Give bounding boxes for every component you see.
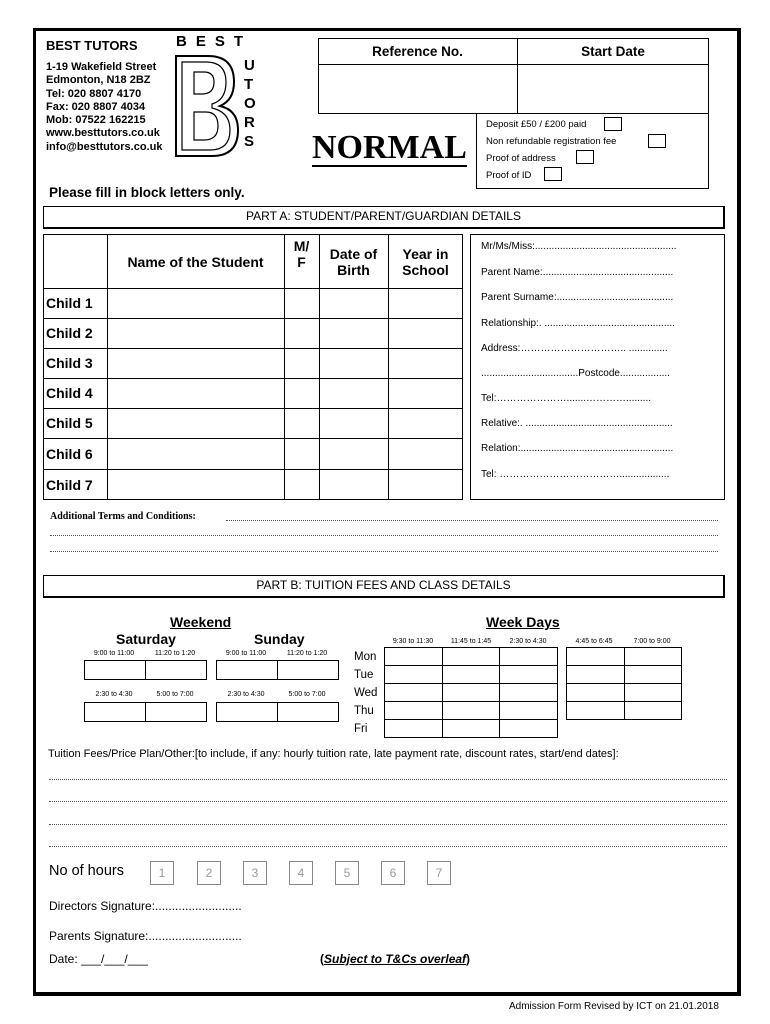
sunday-heading: Sunday bbox=[254, 631, 305, 647]
sat-slot-1-label: 9:00 to 11:00 bbox=[93, 650, 135, 657]
company-mob: Mob: 07522 162215 bbox=[46, 114, 146, 127]
checklist-proof-id: Proof of ID bbox=[486, 170, 532, 181]
relationship-field[interactable]: Relationship:. ............................................... bbox=[481, 318, 675, 329]
address-line-2: Edmonton, N18 2BZ bbox=[46, 74, 151, 87]
weekday-slot-1-label: 9:30 to 11:30 bbox=[392, 638, 434, 645]
parents-signature-field[interactable]: Parents Signature:............................ bbox=[49, 929, 242, 943]
fees-line-1[interactable] bbox=[49, 779, 727, 780]
hours-box-2[interactable]: 2 bbox=[197, 861, 221, 885]
weekday-slot-5-label: 7:00 to 9:00 bbox=[633, 638, 671, 645]
additional-terms-label: Additional Terms and Conditions: bbox=[50, 511, 196, 522]
day-wed: Wed bbox=[354, 687, 378, 699]
company-email[interactable]: info@besttutors.co.uk bbox=[46, 140, 163, 153]
sat-slot-4-label: 5:00 to 7:00 bbox=[156, 691, 194, 698]
sun-slot-3-box[interactable] bbox=[216, 702, 278, 722]
col-gender: M/ F bbox=[293, 238, 310, 270]
hours-box-4[interactable]: 4 bbox=[289, 861, 313, 885]
form-type-title: NORMAL bbox=[312, 129, 467, 166]
fees-line-4[interactable] bbox=[49, 846, 727, 847]
weekday-slot-4-label: 4:45 to 6:45 bbox=[575, 638, 613, 645]
relative-tel-field[interactable]: Tel: ……………………………….................. bbox=[481, 469, 670, 480]
address-field[interactable]: Address:………………………….. .............. bbox=[481, 343, 668, 354]
checklist-proof-address: Proof of address bbox=[486, 153, 556, 164]
sun-slot-1-box[interactable] bbox=[216, 660, 278, 680]
checklist-deposit: Deposit £50 / £200 paid bbox=[486, 119, 587, 130]
postcode-field[interactable]: ...................................Postcode.................. bbox=[481, 368, 670, 379]
child-3-label: Child 3 bbox=[46, 355, 93, 371]
parent-name-field[interactable]: Parent Name:............................................... bbox=[481, 267, 674, 278]
subject-to-terms-note: (Subject to T&Cs overleaf) bbox=[320, 952, 471, 966]
hours-box-7[interactable]: 7 bbox=[427, 861, 451, 885]
fees-line-2[interactable] bbox=[49, 801, 727, 802]
proof-id-checkbox[interactable] bbox=[544, 167, 562, 181]
additional-terms-line-1[interactable] bbox=[226, 520, 718, 521]
company-website[interactable]: www.besttutors.co.uk bbox=[46, 127, 160, 140]
part-a-title: PART A: STUDENT/PARENT/GUARDIAN DETAILS bbox=[43, 206, 725, 229]
weekday-slot-2-label: 11:45 to 1:45 bbox=[450, 638, 492, 645]
child-2-label: Child 2 bbox=[46, 325, 93, 341]
col-year-in-school: Year in School bbox=[402, 246, 449, 278]
day-thu: Thu bbox=[354, 705, 374, 717]
saturday-heading: Saturday bbox=[116, 631, 176, 647]
day-fri: Fri bbox=[354, 723, 368, 735]
parent-surname-field[interactable]: Parent Surname:.......................................... bbox=[481, 292, 674, 303]
reference-label: Reference No. bbox=[372, 44, 463, 59]
sun-slot-3-label: 2:30 to 4:30 bbox=[227, 691, 265, 698]
additional-terms-line-3[interactable] bbox=[50, 551, 718, 552]
sat-slot-2-label: 11:20 to 1:20 bbox=[154, 650, 196, 657]
sun-slot-1-label: 9:00 to 11:00 bbox=[225, 650, 267, 657]
tel-field[interactable]: Tel:………………….......…………......... bbox=[481, 393, 652, 404]
hours-box-5[interactable]: 5 bbox=[335, 861, 359, 885]
col-name-student: Name of the Student bbox=[127, 254, 264, 270]
registration-checkbox[interactable] bbox=[648, 134, 666, 148]
footer-revision-note: Admission Form Revised by ICT on 21.01.2018 bbox=[509, 1001, 719, 1012]
logo-top-letters: BEST bbox=[176, 33, 253, 50]
child-4-label: Child 4 bbox=[46, 385, 93, 401]
sun-slot-4-label: 5:00 to 7:00 bbox=[288, 691, 326, 698]
company-tel: Tel: 020 8807 4170 bbox=[46, 87, 142, 100]
sat-slot-3-label: 2:30 to 4:30 bbox=[95, 691, 133, 698]
sun-slot-2-box[interactable] bbox=[277, 660, 339, 680]
part-b-title: PART B: TUITION FEES AND CLASS DETAILS bbox=[43, 575, 725, 598]
directors-signature-field[interactable]: Directors Signature:.......................... bbox=[49, 899, 242, 913]
company-address bbox=[46, 61, 162, 154]
sat-slot-4-box[interactable] bbox=[145, 702, 207, 722]
checklist-registration: Non refundable registration fee bbox=[486, 136, 617, 147]
fees-line-3[interactable] bbox=[49, 824, 727, 825]
tuition-fees-label: Tuition Fees/Price Plan/Other:[to include, if any: hourly tuition rate, late payment rate, discount rates, start/end dates]: bbox=[48, 748, 619, 760]
relation-field[interactable]: Relation:....................................................... bbox=[481, 443, 674, 454]
sun-slot-2-label: 11:20 to 1:20 bbox=[286, 650, 328, 657]
child-7-label: Child 7 bbox=[46, 477, 93, 493]
weekday-grid-left[interactable] bbox=[384, 647, 558, 738]
start-date-label: Start Date bbox=[581, 44, 645, 59]
relative-field[interactable]: Relative:. ..................................................... bbox=[481, 418, 673, 429]
additional-terms-line-2[interactable] bbox=[50, 535, 718, 536]
sat-slot-1-box[interactable] bbox=[84, 660, 146, 680]
child-6-label: Child 6 bbox=[46, 446, 93, 462]
child-1-label: Child 1 bbox=[46, 295, 93, 311]
child-5-label: Child 5 bbox=[46, 415, 93, 431]
weekday-slot-3-label: 2:30 to 4:30 bbox=[509, 638, 547, 645]
hours-box-3[interactable]: 3 bbox=[243, 861, 267, 885]
week-days-heading: Week Days bbox=[486, 614, 560, 630]
day-tue: Tue bbox=[354, 669, 374, 681]
sat-slot-3-box[interactable] bbox=[84, 702, 146, 722]
proof-address-checkbox[interactable] bbox=[576, 150, 594, 164]
logo-b-icon bbox=[172, 52, 244, 160]
parent-title-field[interactable]: Mr/Ms/Miss:................................................... bbox=[481, 241, 677, 252]
sun-slot-4-box[interactable] bbox=[277, 702, 339, 722]
reference-input[interactable] bbox=[318, 65, 517, 113]
logo-side-letters: U T O R S bbox=[244, 57, 256, 150]
date-field[interactable]: Date: ___/___/___ bbox=[49, 952, 148, 966]
col-date-of-birth: Date of Birth bbox=[329, 246, 378, 278]
company-name: BEST TUTORS bbox=[46, 38, 138, 53]
day-mon: Mon bbox=[354, 651, 377, 663]
hours-box-1[interactable]: 1 bbox=[150, 861, 174, 885]
sat-slot-2-box[interactable] bbox=[145, 660, 207, 680]
deposit-checkbox[interactable] bbox=[604, 117, 622, 131]
hours-box-6[interactable]: 6 bbox=[381, 861, 405, 885]
weekend-heading: Weekend bbox=[170, 614, 232, 630]
company-fax: Fax: 020 8807 4034 bbox=[46, 100, 146, 113]
address-line-1: 1-19 Wakefield Street bbox=[46, 61, 157, 73]
instruction-text: Please fill in block letters only. bbox=[49, 185, 245, 200]
start-date-input[interactable] bbox=[517, 65, 709, 113]
no-of-hours-label: No of hours bbox=[49, 863, 124, 879]
